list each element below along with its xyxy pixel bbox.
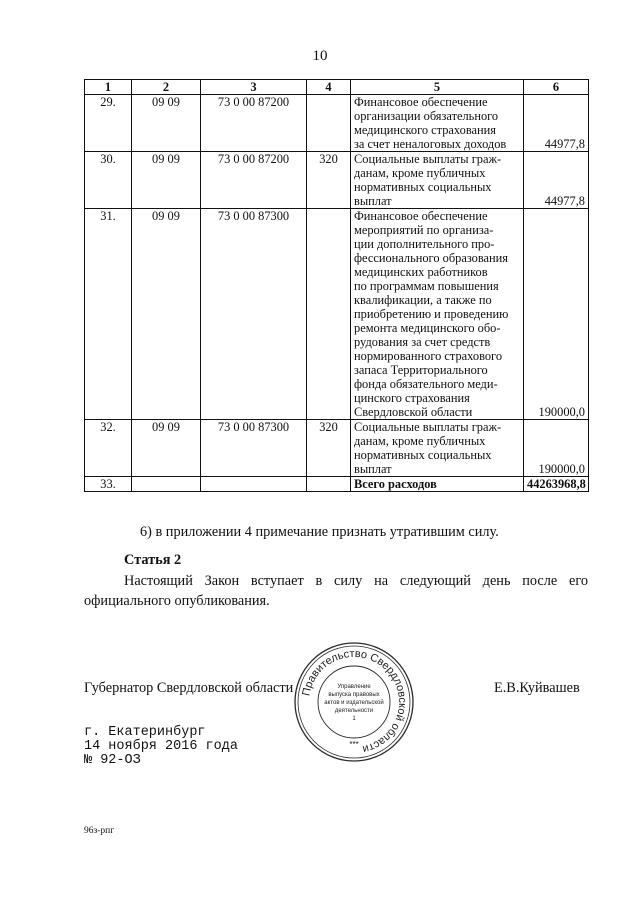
description: Социальные выплаты граж- данам, кроме публичных нормативных социальных выплат [351, 420, 524, 477]
section-code: 09 09 [132, 95, 201, 152]
seal-stars-icon: *** [349, 740, 359, 749]
description: Финансовое обеспечение мероприятий по организа- ции дополнительного про- фессионального образования медицинских работников по программам повышения квалификации, а также по приобретению и проведению ремонта медицинского обо- рудования за счет средств нормированного страхового запаса Территориального фонда обязательного меди- цинского страхования Свердловской области [351, 209, 524, 420]
column-header: 6 [524, 80, 589, 95]
signing-city: г. Екатеринбург [84, 725, 206, 740]
seal-center-line: актов и издательской [324, 700, 384, 706]
section-code: 09 09 [132, 209, 201, 420]
column-header: 4 [307, 80, 351, 95]
table-row [85, 209, 589, 420]
row-number: 30. [85, 152, 132, 209]
total-label: Всего расходов [351, 477, 524, 492]
expense-type-code [307, 95, 351, 152]
row-number: 33. [85, 477, 132, 492]
governor-name: Е.В.Куйвашев [494, 680, 580, 696]
row-number: 29. [85, 95, 132, 152]
section-code: 09 09 [132, 152, 201, 209]
amount: 44977,8 [524, 152, 589, 209]
table-row [85, 95, 589, 152]
expense-type-code [307, 209, 351, 420]
page-number: 10 [312, 48, 328, 64]
column-header: 2 [132, 80, 201, 95]
amount: 44977,8 [524, 95, 589, 152]
subclause-text: 6) в приложении 4 примечание признать утратившим силу. [140, 524, 499, 540]
target-article-code: 73 0 00 87200 [201, 95, 307, 152]
expense-type-code: 320 [307, 152, 351, 209]
target-article-code: 73 0 00 87300 [201, 420, 307, 477]
amount: 190000,0 [524, 420, 589, 477]
total-amount: 44263968,8 [524, 477, 589, 492]
governor-title: Губернатор Свердловской области [84, 680, 294, 696]
column-header: 5 [351, 80, 524, 95]
column-header: 3 [201, 80, 307, 95]
table-row [85, 152, 589, 209]
official-seal [293, 641, 415, 763]
table-row [85, 420, 589, 477]
table-header-row [85, 80, 589, 95]
description: Финансовое обеспечение организации обязательного медицинского страхования за счет неналоговых доходов [351, 95, 524, 152]
amount: 190000,0 [524, 209, 589, 420]
row-number: 32. [85, 420, 132, 477]
description: Социальные выплаты граж- данам, кроме публичных нормативных социальных выплат [351, 152, 524, 209]
footer-code: 96з-рпг [84, 826, 115, 836]
article-heading: Статья 2 [124, 552, 182, 568]
seal-ring-text: Правительство Свердловской области [300, 647, 409, 756]
signing-date: 14 ноября 2016 года [84, 739, 238, 754]
expense-type-code: 320 [307, 420, 351, 477]
expense-type-code [307, 477, 351, 492]
target-article-code: 73 0 00 87200 [201, 152, 307, 209]
section-code: 09 09 [132, 420, 201, 477]
seal-center-line: 1 [352, 716, 356, 722]
seal-center-line: деятельности [334, 708, 374, 714]
column-header: 1 [85, 80, 132, 95]
table-total-row [85, 477, 589, 492]
target-article-code: 73 0 00 87300 [201, 209, 307, 420]
law-text: Настоящий Закон вступает в силу на следующий день после его официального опубликования. [84, 573, 588, 609]
expenditure-table [84, 79, 589, 492]
seal-center-line: выпуска правовых [328, 692, 380, 698]
law-number: № 92-ОЗ [84, 753, 141, 768]
row-number: 31. [85, 209, 132, 420]
section-code [132, 477, 201, 492]
target-article-code [201, 477, 307, 492]
seal-center-line: Управление [337, 684, 371, 690]
